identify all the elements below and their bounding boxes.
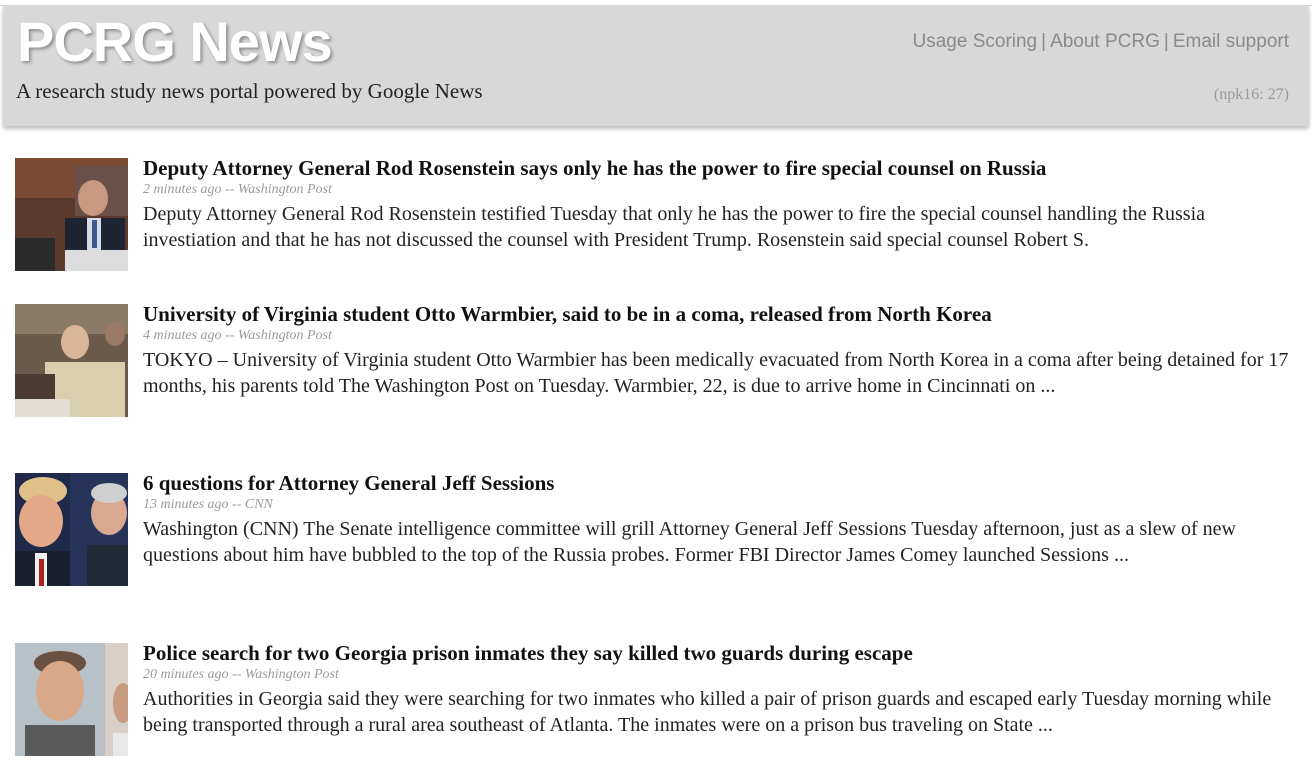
nav-separator: | [1041, 31, 1047, 52]
article-headline-link[interactable]: 6 questions for Attorney General Jeff Sessions [143, 471, 555, 495]
user-score-status: (npk16: 27) [1213, 86, 1289, 103]
article-thumbnail[interactable] [15, 158, 128, 271]
article-summary: Deputy Attorney General Rod Rosenstein testified Tuesday that only he has the power to fire the special counsel handling the Russia investiation and that he has not discussed the counsel with President Trump. Rosenstein said special counsel Robert S. [143, 203, 1206, 251]
nav-separator: | [1163, 31, 1169, 52]
site-logo[interactable]: PCRG News [17, 10, 332, 73]
article-meta: 13 minutes ago -- CNN [143, 497, 273, 512]
article-meta: 4 minutes ago -- Washington Post [143, 328, 332, 343]
article-summary: TOKYO – University of Virginia student Otto Warmbier has been medically evacuated from North Korea in a coma after being detained for 17 months, his parents told The Washington Post on Tuesday. Warmbier, 22, is due to arrive home in Cincinnati on ... [143, 349, 1289, 397]
article-thumbnail[interactable] [15, 304, 128, 417]
article-headline-link[interactable]: University of Virginia student Otto Warmbier, said to be in a coma, released from North Korea [143, 302, 992, 326]
article-headline-link[interactable]: Deputy Attorney General Rod Rosenstein says only he has the power to fire special counsel on Russia [143, 156, 1047, 180]
article-meta: 20 minutes ago -- Washington Post [143, 667, 339, 682]
nav-usage-scoring-link[interactable]: Usage Scoring [912, 31, 1038, 52]
site-header [3, 5, 1309, 126]
nav-about-link[interactable]: About PCRG [1050, 31, 1160, 52]
article-meta: 2 minutes ago -- Washington Post [143, 182, 332, 197]
article-summary: Authorities in Georgia said they were searching for two inmates who killed a pair of prison guards and escaped early Tuesday morning while being transported through a rural area southeast of Atlanta. The inmates were on a prison bus traveling on State ... [143, 688, 1272, 736]
site-tagline: A research study news portal powered by Google News [16, 79, 483, 103]
article-thumbnail[interactable] [15, 643, 128, 756]
nav-email-support-link[interactable]: Email support [1172, 31, 1289, 52]
header-nav [913, 31, 1290, 53]
article-thumbnail[interactable] [15, 473, 128, 586]
article-headline-link[interactable]: Police search for two Georgia prison inmates they say killed two guards during escape [143, 641, 913, 665]
article-summary: Washington (CNN) The Senate intelligence committee will grill Attorney General Jeff Sessions Tuesday afternoon, just as a slew of new questions about him have bubbled to the top of the Russia probes. Former FBI Director James Comey launched Sessions ... [143, 518, 1236, 566]
